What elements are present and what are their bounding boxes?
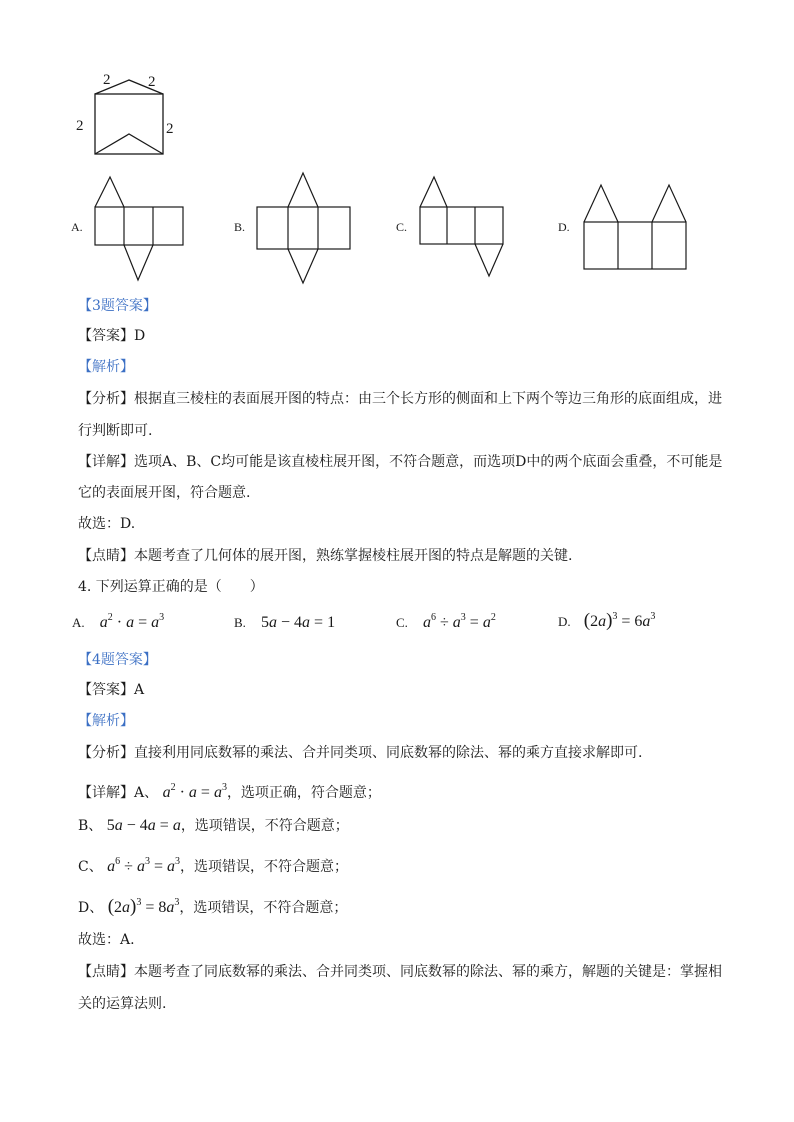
q4-xiangjie-a-formula: $a^2 \cdot a = a^3$ <box>162 782 227 801</box>
q4-answer-header: 【4题答案】 <box>78 652 157 668</box>
q4-analysis-header: 【解析】 <box>78 713 134 729</box>
q3-choose: 故选：D. <box>78 516 136 532</box>
q4-option-c <box>396 612 496 636</box>
q4-option-d <box>558 610 655 636</box>
q4-xiangjie-b-suffix: ，选项错误，不符合题意； <box>180 818 349 834</box>
q4-dianjing-line-1: 【点睛】本题考查了同底数幂的乘法、合并同类项、同底数幂的除法、幂的乘方，解题的关键是：掌握相 <box>78 964 722 980</box>
q4-xiangjie-a-prefix: 【详解】A、 <box>78 785 159 801</box>
net-option-c <box>420 177 503 276</box>
q4-option-b <box>234 612 335 636</box>
q3-answer: 【答案】D <box>78 328 146 344</box>
q3-xiangjie-line-1: 【详解】选项A、B、C均可能是该直棱柱展开图，不符合题意，而选项D中的两个底面会重叠，不可能是 <box>78 454 723 470</box>
q4-option-b-label: B. <box>234 615 246 630</box>
q4-xiangjie-a <box>78 778 381 803</box>
q4-xiangjie-b <box>78 816 349 836</box>
q4-xiangjie-a-suffix: ，选项正确，符合题意； <box>226 785 381 801</box>
prism-drawing <box>95 80 163 154</box>
q3-fenxi-line-1: 【分析】根据直三棱柱的表面展开图的特点：由三个长方形的侧面和上下两个等边三角形的底面组成，进 <box>78 391 722 407</box>
prism-label-top-right: 2 <box>148 74 156 90</box>
q4-option-a-label: A. <box>72 615 85 630</box>
prism-figure <box>0 0 794 300</box>
q4-answer: 【答案】A <box>78 682 145 698</box>
option-b-label: B. <box>234 220 246 234</box>
option-a-label: A. <box>71 220 83 234</box>
q4-option-c-formula: $a^6 \div a^3 = a^2$ <box>423 612 496 631</box>
q4-xiangjie-c-formula: $a^6 \div a^3 = a^3$ <box>107 856 180 875</box>
q4-xiangjie-c-prefix: C、 <box>78 859 103 875</box>
q4-fenxi: 【分析】直接利用同底数幂的乘法、合并同类项、同底数幂的除法、幂的乘方直接求解即可. <box>78 745 643 761</box>
q3-fenxi-line-2: 行判断即可. <box>78 423 153 439</box>
q4-option-a <box>72 612 164 636</box>
q4-xiangjie-b-formula: 5a − 4a = a <box>106 817 181 834</box>
net-option-b <box>257 173 350 283</box>
q4-xiangjie-d <box>78 893 347 918</box>
q4-option-d-formula: $(2a)^3 = 6a^3$ <box>583 610 656 631</box>
prism-label-left: 2 <box>76 118 84 134</box>
prism-bottom-edges <box>95 134 163 154</box>
q4-option-c-label: C. <box>396 615 408 630</box>
q3-xiangjie-line-2: 它的表面展开图，符合题意. <box>78 485 251 501</box>
q4-dianjing-line-2: 关的运算法则. <box>78 996 167 1012</box>
q4-question: 4. 下列运算正确的是（ ） <box>78 579 264 595</box>
option-d-label: D. <box>558 220 570 234</box>
option-c-label: C. <box>396 220 408 234</box>
q4-xiangjie-d-formula: $(2a)^3 = 8a^3$ <box>107 896 180 917</box>
q4-option-d-label: D. <box>558 614 571 629</box>
q4-option-b-formula: 5a − 4a = 1 <box>261 614 336 631</box>
q4-xiangjie-d-suffix: ，选项错误，不符合题意； <box>179 900 348 916</box>
net-option-a <box>95 177 183 280</box>
q4-xiangjie-c-suffix: ，选项错误，不符合题意； <box>179 859 348 875</box>
prism-label-right: 2 <box>166 121 174 137</box>
q3-analysis-header: 【解析】 <box>78 359 134 375</box>
q3-answer-header: 【3题答案】 <box>78 298 157 314</box>
q4-xiangjie-d-prefix: D、 <box>78 900 104 916</box>
q3-dianjing: 【点睛】本题考查了几何体的展开图，熟练掌握棱柱展开图的特点是解题的关键. <box>78 548 573 564</box>
q4-choose: 故选：A. <box>78 932 135 948</box>
prism-label-top-left: 2 <box>103 72 111 88</box>
q4-option-a-formula: $a^2 \cdot a = a^3$ <box>99 612 165 631</box>
q4-xiangjie-c <box>78 852 348 877</box>
net-option-d <box>584 185 686 269</box>
prism-outline <box>95 94 163 154</box>
q4-xiangjie-b-prefix: B、 <box>78 818 103 834</box>
